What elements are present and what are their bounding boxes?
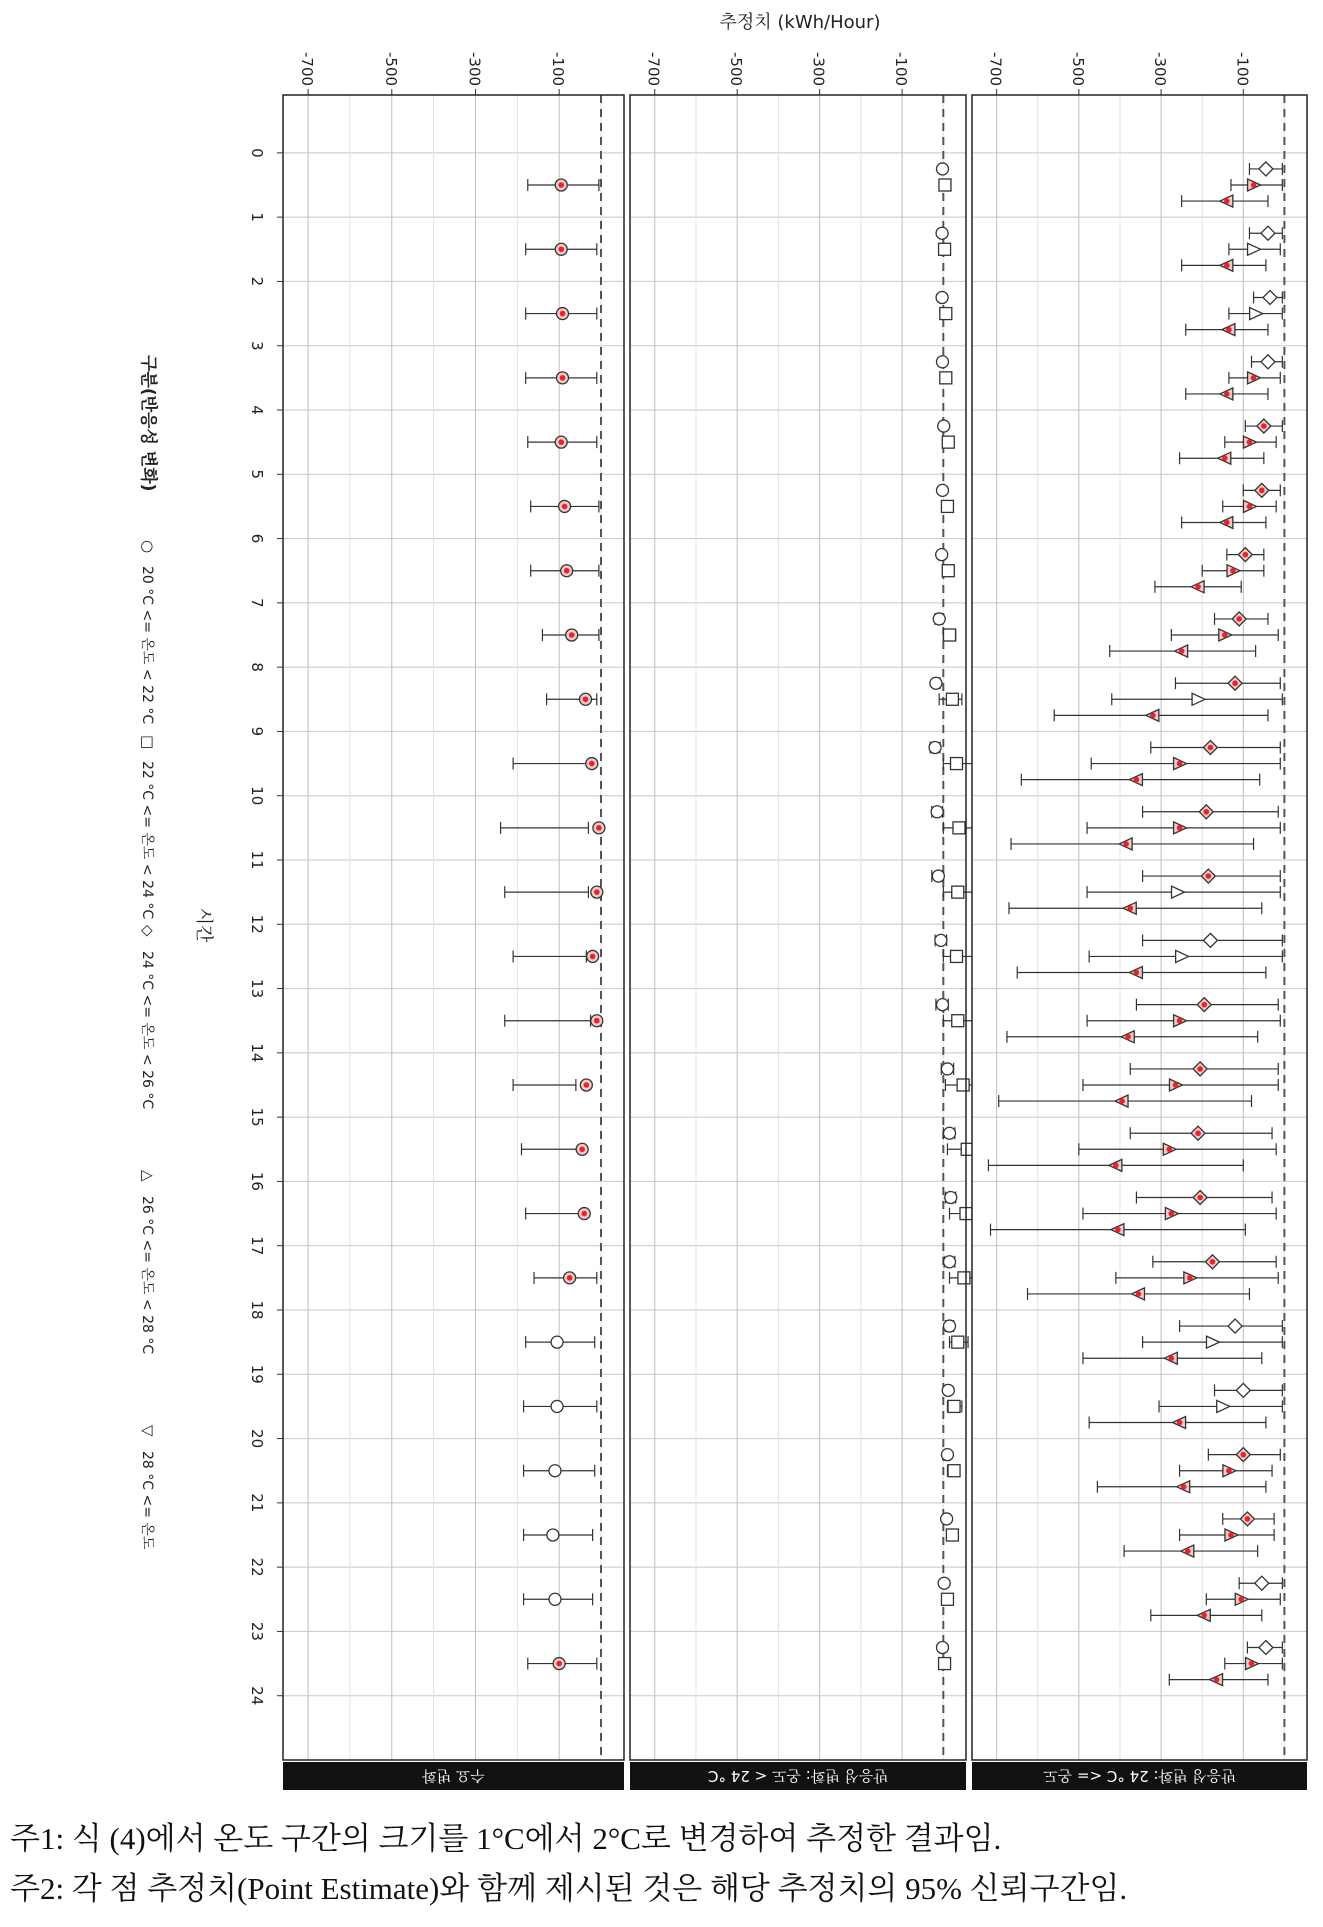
significance-dot: [1123, 841, 1129, 847]
panel-2: [630, 52, 985, 1790]
significance-dot: [596, 825, 602, 831]
estimate-point-circle: [937, 163, 949, 175]
significance-dot: [558, 439, 564, 445]
point-marker: [936, 549, 948, 561]
significance-dot: [1201, 1002, 1207, 1008]
significance-dot: [1224, 198, 1230, 204]
point-marker: [946, 693, 958, 705]
estimate-point-circle: [943, 1127, 955, 1139]
estimate-point-square: [940, 308, 952, 320]
estimate-point-circle: [929, 742, 941, 754]
significance-dot: [1224, 520, 1230, 526]
hour-tick-label: 2: [248, 276, 266, 287]
point-marker: [937, 356, 949, 368]
point-marker: [549, 1465, 561, 1477]
significance-dot: [1230, 568, 1236, 574]
legend-item-triangle-up: [139, 1170, 157, 1354]
legend-symbol: □: [139, 735, 157, 750]
hour-tick-label: 1: [248, 212, 266, 222]
value-axis-title: 추정치 (kWh/Hour): [719, 12, 881, 33]
significance-dot: [560, 375, 566, 381]
significance-dot: [1177, 825, 1183, 831]
estimate-point-circle: [936, 292, 948, 304]
panel-background: [283, 95, 624, 1760]
point-marker: [937, 1642, 949, 1654]
point-marker: [931, 806, 943, 818]
point-marker: [952, 1336, 964, 1348]
estimate-point-circle: [937, 356, 949, 368]
point-marker: [549, 1593, 561, 1605]
significance-dot: [583, 696, 589, 702]
significance-dot: [1136, 1291, 1142, 1297]
estimate-point-circle: [938, 1577, 950, 1589]
estimate-point-circle: [941, 1513, 953, 1525]
hour-tick-label: 18: [248, 1300, 266, 1320]
estimate-point-circle: [932, 870, 945, 882]
estimate-point-square: [946, 1529, 958, 1541]
hour-tick-label: 7: [248, 598, 266, 608]
significance-dot: [1251, 375, 1257, 381]
significance-dot: [1181, 1484, 1187, 1490]
hour-tick-label: 21: [248, 1493, 266, 1513]
significance-dot: [1201, 1613, 1207, 1619]
significance-dot: [1222, 632, 1228, 638]
estimate-point-circle: [936, 999, 949, 1011]
significance-dot: [1206, 873, 1212, 879]
significance-dot: [1259, 488, 1265, 494]
estimate-point-square: [947, 1400, 961, 1412]
significance-dot: [1167, 1146, 1173, 1152]
estimate-point-square: [943, 629, 955, 641]
point-marker: [952, 886, 964, 898]
significance-dot: [589, 761, 595, 767]
estimate-point-square: [942, 565, 954, 577]
significance-dot: [1115, 1227, 1121, 1233]
footnote-1: 주1: 식 (4)에서 온도 구간의 크기를 1°C에서 2°C로 변경하여 추정한 결과임.: [10, 1821, 1002, 1856]
point-marker: [939, 179, 951, 191]
estimate-point-circle: [933, 613, 945, 625]
point-marker: [941, 1513, 953, 1525]
estimate-point-circle: [936, 227, 948, 239]
estimate-point-circle: [931, 806, 943, 818]
hour-tick-label: 19: [248, 1364, 266, 1384]
significance-dot: [1173, 1082, 1179, 1088]
significance-dot: [1245, 1516, 1251, 1522]
significance-dot: [562, 504, 568, 510]
significance-dot: [1226, 327, 1232, 333]
significance-dot: [1177, 1018, 1183, 1024]
panel-background: [630, 95, 966, 1760]
value-tick-label: -300: [809, 52, 828, 87]
legend-symbol: ◇: [139, 925, 157, 937]
hour-tick-label: 0: [248, 148, 266, 158]
significance-dot: [1127, 905, 1133, 911]
point-marker: [945, 1192, 957, 1204]
hour-tick-label: 9: [248, 726, 266, 737]
point-marker: [551, 1400, 563, 1412]
significance-dot: [1232, 680, 1238, 686]
point-marker: [939, 1658, 951, 1670]
significance-dot: [1261, 423, 1267, 429]
estimate-point-circle: [944, 1256, 956, 1268]
significance-dot: [1247, 504, 1253, 510]
point-marker: [946, 1529, 958, 1541]
estimate-point-circle: [935, 934, 947, 946]
value-tick-label: -300: [465, 52, 484, 87]
point-marker: [938, 420, 950, 432]
legend-title: 구분(반응성 변화): [138, 355, 158, 492]
significance-dot: [1150, 713, 1156, 719]
point-marker: [935, 934, 947, 946]
value-tick-label: -700: [644, 52, 663, 87]
value-tick-label: -500: [1068, 52, 1087, 87]
significance-dot: [1187, 1275, 1193, 1281]
significance-dot: [1251, 182, 1257, 188]
significance-dot: [567, 1275, 573, 1281]
significance-dot: [1243, 552, 1249, 558]
significance-dot: [1240, 1452, 1246, 1458]
estimate-point-circle: [941, 1063, 953, 1075]
point-marker: [942, 1384, 954, 1396]
estimate-point-square: [941, 1593, 953, 1605]
point-marker: [944, 1127, 956, 1139]
estimate-point-circle: [937, 1642, 949, 1654]
legend-label: 20 °C <= 온도 < 22 °C: [139, 566, 155, 725]
hour-tick-label: 3: [248, 340, 266, 351]
significance-dot: [1177, 1420, 1183, 1426]
hour-tick-label: 20: [248, 1429, 266, 1449]
panel-background: [972, 95, 1307, 1760]
point-marker: [951, 950, 963, 962]
significance-dot: [1226, 1468, 1232, 1474]
hour-tick-label: 15: [248, 1107, 266, 1127]
point-marker: [936, 292, 948, 304]
hour-tick-label: 14: [248, 1043, 266, 1063]
legend-item-triangle-down: [139, 1425, 157, 1550]
point-marker: [929, 742, 941, 754]
legend-item-diamond: [139, 925, 157, 1109]
point-marker: [930, 677, 942, 689]
point-marker: [937, 163, 949, 175]
significance-dot: [558, 182, 564, 188]
point-marker: [547, 1529, 559, 1541]
significance-dot: [564, 568, 570, 574]
estimate-point-circle: [944, 1320, 956, 1332]
value-tick-label: -300: [1151, 52, 1170, 87]
legend-label: 28 °C <= 온도: [139, 1451, 155, 1550]
estimate-point-square: [939, 179, 951, 191]
hour-tick-label: 11: [248, 850, 266, 870]
legend-item-circle: [139, 540, 157, 724]
hour-tick-label: 6: [248, 533, 266, 544]
point-marker: [944, 1320, 956, 1332]
point-marker: [941, 1593, 953, 1605]
significance-dot: [1197, 1195, 1203, 1201]
point-marker: [944, 629, 956, 641]
legend-symbol: ○: [139, 540, 157, 554]
panel-strip-label: 반응성 변화: 24 °C <= 온도: [1043, 1767, 1236, 1785]
hour-tick-label: 13: [248, 979, 266, 999]
point-marker: [942, 436, 954, 448]
estimate-point-circle: [938, 420, 950, 432]
estimate-point-square: [939, 243, 951, 255]
estimate-point-circle: [942, 1384, 954, 1396]
point-marker: [938, 1577, 950, 1589]
legend-label: 24 °C <= 온도 < 26 °C: [139, 951, 155, 1110]
point-marker: [944, 1256, 956, 1268]
point-marker: [951, 758, 963, 770]
point-marker: [958, 1272, 970, 1284]
hour-tick-label: 16: [248, 1171, 266, 1191]
significance-dot: [1119, 1098, 1125, 1104]
hour-tick-label: 5: [248, 469, 266, 480]
point-marker: [948, 1465, 960, 1477]
panel-1: [283, 52, 624, 1790]
hour-axis-title: 시간: [193, 907, 214, 943]
estimate-point-square: [941, 500, 953, 512]
estimate-point-circle: [937, 484, 949, 496]
significance-dot: [1210, 1259, 1216, 1265]
hour-tick-label: 4: [248, 405, 266, 415]
significance-dot: [1125, 1034, 1131, 1040]
significance-dot: [1195, 1130, 1201, 1136]
estimate-point-square: [939, 1658, 951, 1670]
legend-symbol: ▽: [139, 1425, 157, 1437]
legend-item-square: [139, 735, 157, 919]
hour-tick-label: 17: [248, 1236, 266, 1256]
significance-dot: [1236, 616, 1242, 622]
value-tick-label: -700: [298, 52, 317, 87]
hour-tick-label: 23: [248, 1621, 266, 1641]
significance-dot: [584, 1082, 590, 1088]
legend-label: 22 °C <= 온도 < 24 °C: [139, 761, 155, 920]
significance-dot: [1169, 1211, 1175, 1217]
point-marker: [937, 999, 949, 1011]
value-tick-label: -700: [986, 52, 1005, 87]
point-marker: [941, 1063, 953, 1075]
point-marker: [942, 565, 954, 577]
estimate-point-circle: [936, 549, 948, 561]
value-tick-label: -500: [727, 52, 746, 87]
point-marker: [936, 227, 948, 239]
estimate-point-square: [940, 372, 952, 384]
significance-dot: [1134, 970, 1140, 976]
value-tick-label: -100: [1233, 52, 1252, 87]
significance-dot: [560, 311, 566, 317]
value-tick-label: -100: [549, 52, 568, 87]
significance-dot: [1113, 1163, 1119, 1169]
estimate-point-circle: [930, 677, 942, 689]
significance-dot: [1247, 439, 1253, 445]
hour-tick-label: 12: [248, 914, 266, 934]
significance-dot: [1238, 1596, 1244, 1602]
point-marker: [939, 243, 951, 255]
significance-dot: [1185, 1548, 1191, 1554]
point-marker: [940, 308, 952, 320]
panel-strip-label: 반응성 변화: 온도 < 24 °C: [708, 1767, 888, 1785]
point-marker: [933, 613, 945, 625]
significance-dot: [1197, 1066, 1203, 1072]
hour-tick-label: 10: [248, 786, 266, 806]
significance-dot: [1222, 455, 1228, 461]
point-marker: [932, 870, 944, 882]
significance-dot: [569, 632, 575, 638]
footnote-2: 주2: 각 점 추정치(Point Estimate)와 함께 제시된 것은 해당 추정치의 95% 신뢰구간임.: [10, 1871, 1128, 1906]
significance-dot: [579, 1146, 585, 1152]
significance-dot: [1249, 1661, 1255, 1667]
significance-dot: [1228, 1532, 1234, 1538]
point-marker: [953, 822, 965, 834]
significance-dot: [558, 246, 564, 252]
value-tick-label: -500: [381, 52, 400, 87]
significance-dot: [1169, 1355, 1175, 1361]
footnotes: [10, 1814, 1310, 1914]
significance-dot: [590, 954, 596, 960]
point-marker: [952, 1015, 964, 1027]
significance-dot: [1203, 809, 1209, 815]
point-marker: [948, 1400, 960, 1412]
significance-dot: [1177, 761, 1183, 767]
significance-dot: [581, 1211, 587, 1217]
significance-dot: [1224, 391, 1230, 397]
significance-dot: [1224, 263, 1230, 269]
hour-tick-label: 8: [248, 662, 266, 672]
significance-dot: [1214, 1677, 1220, 1683]
point-marker: [941, 500, 953, 512]
point-marker: [957, 1079, 969, 1091]
point-marker: [551, 1336, 563, 1348]
significance-dot: [556, 1661, 562, 1667]
estimate-point-square: [942, 436, 954, 448]
significance-dot: [1195, 584, 1201, 590]
estimate-point-square: [947, 1465, 960, 1477]
hour-tick-label: 22: [248, 1557, 266, 1577]
significance-dot: [594, 889, 600, 895]
estimate-point-circle: [941, 1449, 953, 1461]
significance-dot: [1208, 745, 1214, 751]
significance-dot: [1179, 648, 1185, 654]
point-marker: [940, 372, 952, 384]
legend-label: 26 °C <= 온도 < 28 °C: [139, 1196, 155, 1355]
panel-strip-label: 수요 변화: [422, 1767, 485, 1785]
hour-tick-label: 24: [248, 1686, 266, 1706]
point-marker: [941, 1449, 953, 1461]
panel-3: [972, 52, 1307, 1790]
significance-dot: [1134, 777, 1140, 783]
point-marker: [937, 484, 949, 496]
legend-symbol: △: [139, 1170, 157, 1182]
value-tick-label: -100: [892, 52, 911, 87]
estimate-point-circle: [945, 1192, 957, 1204]
significance-dot: [594, 1018, 600, 1024]
